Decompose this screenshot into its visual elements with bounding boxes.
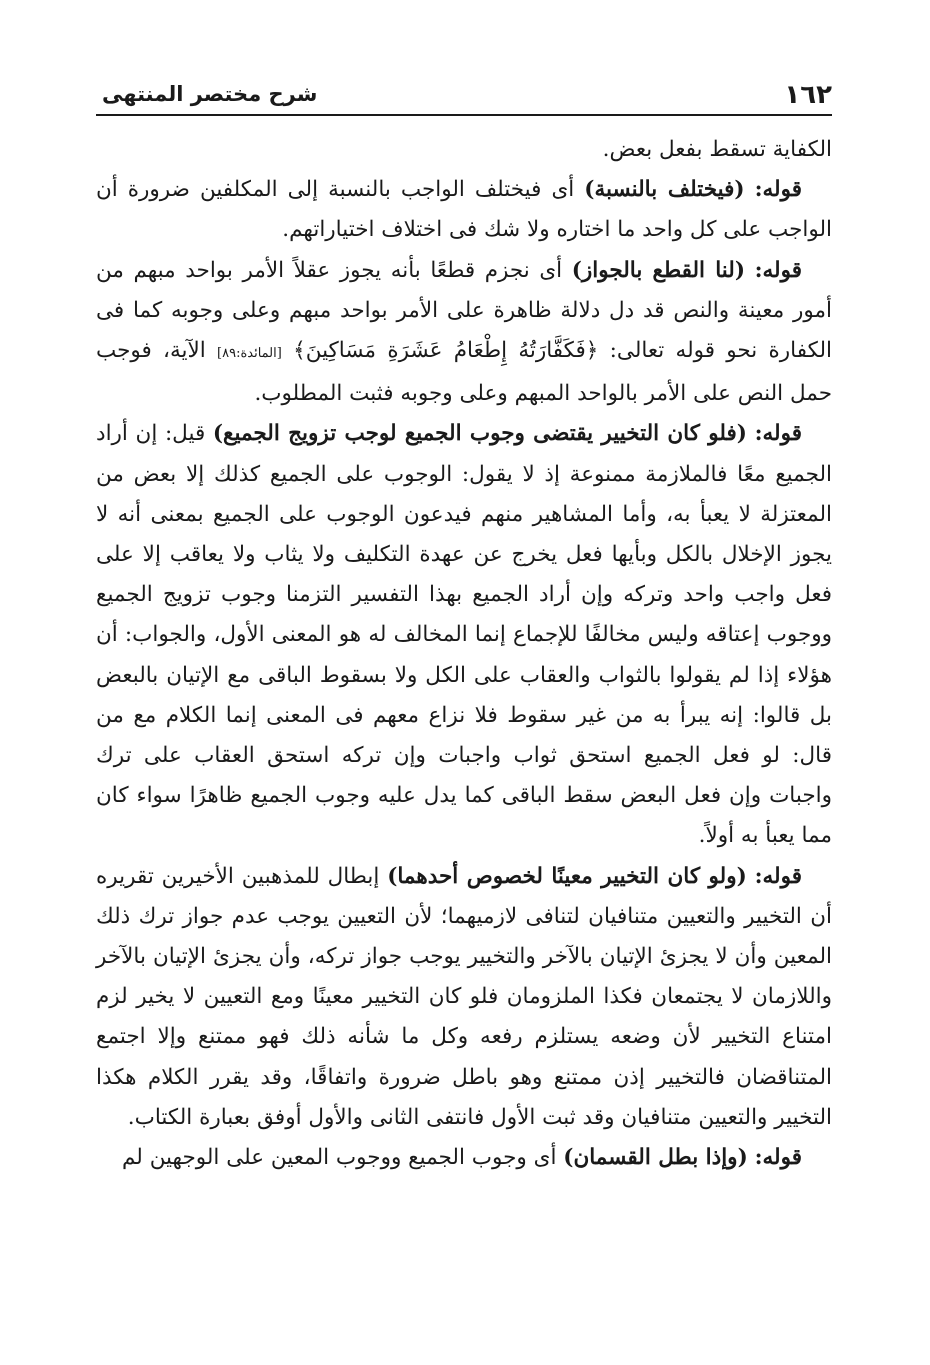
- paragraph-text: أى نجزم قطعًا بأنه يجوز عقلاً الأمر بواحد مبهم من أمور معينة والنص قد دل دلالة ظاهرة على الأمر بواحد مبهم وعلى وجوبه كما فى الكفارة نحو قوله تعالى: ﴿فَكَفَّارَتُهُ إِطْعَامُ عَشَرَةِ مَسَاكِينَ﴾: [96, 257, 832, 364]
- paragraph-commentary: [96, 414, 832, 856]
- paragraph-commentary: [96, 857, 832, 1138]
- paragraph-text: قيل: إن أراد الجميع معًا فالملازمة ممنوعة إذ لا يقول: الوجوب على الجميع كذلك إلا بعض من المعتزلة لا يعبأ به، وأما المشاهير منهم فيدعون الوجوب على الجميع بمعنى أنه لا يجوز الإخلال بالكل وبأيها فعل يخرج عن عهدة التكليف ولا يثاب ولا يعاقب إلا على فعل واجب واحد وتركه وإن أراد الجميع بهذا التفسير التزمنا وجوب تزويج الجميع ووجوب إعتاقه وليس مخالفًا للإجماع إنما المخالف له هو المعنى الأول، والجواب: أن هؤلاء إذا لم يقولوا بالثواب والعقاب على الكل ولا بسقوط الباقى مع الإتيان بالبعض بل قالوا: إنه يبرأ به من غير سقوط فلا نزاع معهم فى المعنى إنما الكلام مع من قال: لو فعل الجميع استحق ثواب واجبات وإن تركه استحق العقاب على ترك واجبات وإن فعل البعض سقط الباقى كما يدل عليه وجوب الجميع ظاهرًا سواء كان مما يعبأ به أولاً.: [96, 421, 832, 849]
- paragraph-commentary: [96, 1138, 832, 1178]
- book-title: شرح مختصر المنتهى: [102, 82, 318, 106]
- quoted-phrase: (وإذا بطل القسمان): [563, 1145, 748, 1171]
- paragraph-text: الكفاية تسقط بفعل بعض.: [602, 137, 832, 162]
- paragraph-text: أى فيختلف الواجب بالنسبة إلى المكلفين ضرورة أن الواجب على كل واحد ما اختاره ولا شك فى اختلاف اختياراتهم.: [96, 177, 832, 243]
- commentary-label: قوله:: [754, 1145, 802, 1171]
- paragraph-continuation: [96, 130, 832, 170]
- paragraph-commentary: [96, 170, 832, 250]
- quoted-phrase: (ولو كان التخيير معينًا لخصوص أحدهما): [387, 863, 747, 889]
- quoted-phrase: (فيختلف بالنسبة): [584, 177, 745, 203]
- paragraph-text: إبطال للمذهبين الأخيرين تقريره أن التخيير والتعيين متنافيان لتنافى لازميهما؛ لأن التعيين يوجب عدم جواز ترك ذلك المعين وأن لا يجزئ الإتيان بالآخر والتخيير يوجب جواز تركه، وأن يجزئ الإتيان بالآخر واللازمان لا يجتمعان فكذا الملزومان فلو كان التخيير معينًا ومع التعيين لا يخير لزم امتناع التخيير لأن وضعه يستلزم رفعه وكل ما شأنه ذلك فهو ممتنع وإلا اجتمع المتناقضان فالتخيير إذن ممتنع وهو باطل ضرورة واتفاقًا، وقد يقرر الكلام هكذا التخيير والتعيين متنافيان وقد ثبت الأول فانتفى الثانى والأول أوفق بعبارة الكتاب.: [96, 863, 832, 1130]
- commentary-body: [96, 130, 832, 1178]
- quoted-phrase: (لنا القطع بالجواز): [571, 257, 746, 283]
- commentary-label: قوله:: [754, 863, 802, 889]
- commentary-label: قوله:: [754, 421, 802, 447]
- commentary-label: قوله:: [754, 177, 802, 203]
- running-header: [96, 74, 832, 116]
- commentary-label: قوله:: [754, 257, 802, 283]
- paragraph-commentary: [96, 251, 832, 415]
- quoted-phrase: (فلو كان التخيير يقتضى وجوب الجميع لوجب تزويج الجميع): [212, 421, 747, 447]
- paragraph-text-continued: الآية، فوجب حمل النص على الأمر بالواحد المبهم وعلى وجوبه فثبت المطلوب.: [96, 338, 832, 407]
- paragraph-text: أى وجوب الجميع ووجوب المعين على الوجهين لم: [122, 1145, 564, 1171]
- page-number: ١٦٢: [784, 80, 832, 110]
- quran-reference: [المائدة:٨٩]: [217, 346, 282, 362]
